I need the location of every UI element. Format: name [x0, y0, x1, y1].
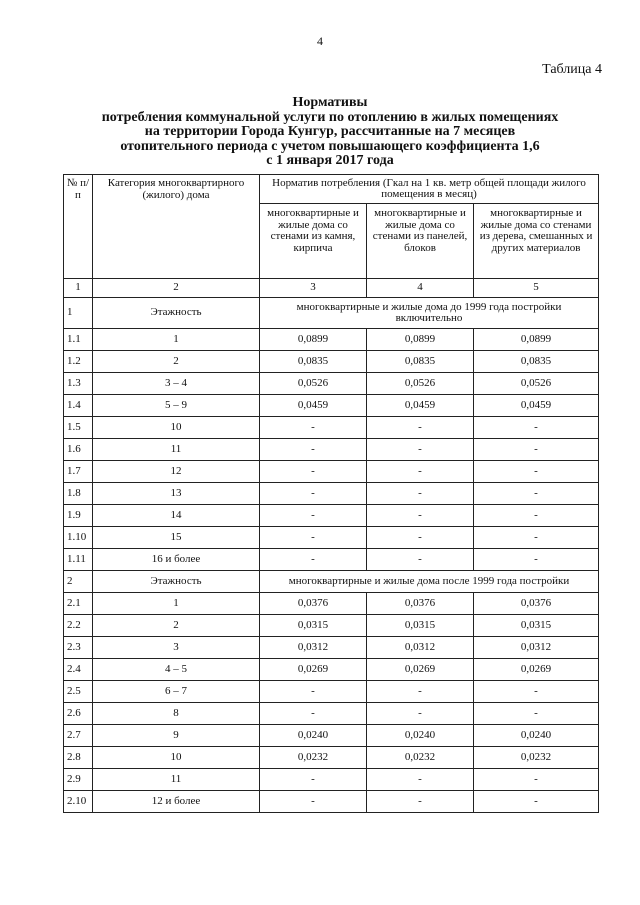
row-num: 1.8 [64, 483, 93, 505]
row-num: 2.5 [64, 681, 93, 703]
row-value-stone: - [260, 527, 367, 549]
row-floors: 11 [93, 439, 260, 461]
row-value-wood: - [474, 703, 599, 725]
header-sub-panel: многоквартирные и жилые дома со стенами из панелей, блоков [367, 204, 474, 279]
row-value-wood: 0,0459 [474, 395, 599, 417]
row-floors: 12 [93, 461, 260, 483]
row-floors: 10 [93, 417, 260, 439]
row-value-panel: - [367, 549, 474, 571]
row-floors: 15 [93, 527, 260, 549]
table-row [64, 417, 599, 439]
row-value-wood: - [474, 681, 599, 703]
row-value-stone: 0,0459 [260, 395, 367, 417]
table-row [64, 549, 599, 571]
row-value-wood: - [474, 505, 599, 527]
section-desc: многоквартирные и жилые дома после 1999 года постройки [260, 571, 599, 593]
row-floors: 8 [93, 703, 260, 725]
row-value-wood: - [474, 769, 599, 791]
row-value-stone: 0,0526 [260, 373, 367, 395]
row-num: 2.9 [64, 769, 93, 791]
row-value-panel: 0,0269 [367, 659, 474, 681]
row-num: 2.6 [64, 703, 93, 725]
row-value-panel: - [367, 791, 474, 813]
row-floors: 4 – 5 [93, 659, 260, 681]
row-value-wood: 0,0240 [474, 725, 599, 747]
row-value-wood: - [474, 439, 599, 461]
row-value-wood: 0,0899 [474, 329, 599, 351]
row-floors: 11 [93, 769, 260, 791]
section-desc: многоквартирные и жилые дома до 1999 года постройки включительно [260, 298, 599, 329]
norms-table [63, 174, 599, 813]
row-value-panel: 0,0526 [367, 373, 474, 395]
row-num: 1.7 [64, 461, 93, 483]
header-sub-wood: многоквартирные и жилые дома со стенами из дерева, смешанных и других материалов [474, 204, 599, 279]
row-value-wood: 0,0376 [474, 593, 599, 615]
row-num: 2.10 [64, 791, 93, 813]
section-1-header [64, 298, 599, 329]
row-value-panel: 0,0240 [367, 725, 474, 747]
table-row [64, 659, 599, 681]
row-value-stone: - [260, 417, 367, 439]
row-floors: 3 [93, 637, 260, 659]
row-num: 2.1 [64, 593, 93, 615]
column-number: 3 [260, 279, 367, 298]
row-floors: 14 [93, 505, 260, 527]
row-value-wood: - [474, 417, 599, 439]
table-row [64, 505, 599, 527]
row-floors: 12 и более [93, 791, 260, 813]
table-row [64, 747, 599, 769]
row-value-stone: 0,0269 [260, 659, 367, 681]
section-2-header [64, 571, 599, 593]
row-value-stone: - [260, 703, 367, 725]
table-row [64, 527, 599, 549]
row-value-wood: 0,0315 [474, 615, 599, 637]
row-value-wood: - [474, 483, 599, 505]
table-row [64, 351, 599, 373]
column-numbers-row [64, 279, 599, 298]
row-num: 2.3 [64, 637, 93, 659]
row-value-stone: - [260, 549, 367, 571]
row-value-stone: - [260, 483, 367, 505]
row-value-wood: - [474, 791, 599, 813]
row-value-stone: 0,0315 [260, 615, 367, 637]
row-value-stone: 0,0899 [260, 329, 367, 351]
header-sub-stone: многоквартирные и жилые дома со стенами из камня, кирпича [260, 204, 367, 279]
row-value-wood: 0,0835 [474, 351, 599, 373]
row-num: 1.3 [64, 373, 93, 395]
row-value-stone: - [260, 505, 367, 527]
row-num: 1.5 [64, 417, 93, 439]
table-row [64, 791, 599, 813]
table-row [64, 373, 599, 395]
row-value-wood: 0,0232 [474, 747, 599, 769]
table-row [64, 439, 599, 461]
row-value-stone: 0,0240 [260, 725, 367, 747]
row-value-stone: - [260, 769, 367, 791]
row-floors: 3 – 4 [93, 373, 260, 395]
row-value-stone: 0,0312 [260, 637, 367, 659]
table-row [64, 593, 599, 615]
row-value-stone: 0,0835 [260, 351, 367, 373]
row-value-wood: - [474, 549, 599, 571]
column-number: 4 [367, 279, 474, 298]
row-value-stone: 0,0376 [260, 593, 367, 615]
column-number: 1 [64, 279, 93, 298]
table-row [64, 637, 599, 659]
row-value-panel: - [367, 439, 474, 461]
row-floors: 16 и более [93, 549, 260, 571]
row-floors: 2 [93, 351, 260, 373]
title-line: на территории Города Кунгур, рассчитанные на 7 месяцев [144, 124, 516, 139]
row-value-panel: 0,0459 [367, 395, 474, 417]
table-row [64, 681, 599, 703]
table-row [64, 483, 599, 505]
table-row [64, 725, 599, 747]
row-value-stone: - [260, 461, 367, 483]
row-num: 1.9 [64, 505, 93, 527]
row-value-wood: - [474, 527, 599, 549]
document-title [60, 96, 600, 169]
row-value-panel: 0,0835 [367, 351, 474, 373]
table-row [64, 395, 599, 417]
table-row [64, 615, 599, 637]
row-floors: 13 [93, 483, 260, 505]
header-row [64, 175, 599, 204]
row-value-panel: 0,0315 [367, 615, 474, 637]
row-num: 1.2 [64, 351, 93, 373]
row-num: 1.4 [64, 395, 93, 417]
page-number: 4 [317, 34, 323, 48]
row-value-wood: - [474, 461, 599, 483]
row-num: 1.1 [64, 329, 93, 351]
row-value-stone: - [260, 439, 367, 461]
row-floors: 9 [93, 725, 260, 747]
header-norm: Норматив потребления (Гкал на 1 кв. метр общей площади жилого помещения в месяц) [260, 175, 599, 204]
row-value-stone: - [260, 791, 367, 813]
table-label: Таблица 4 [542, 62, 602, 77]
header-category: Категория многоквартирного (жилого) дома [93, 175, 260, 279]
section-num: 2 [64, 571, 93, 593]
row-value-panel: - [367, 703, 474, 725]
row-value-panel: - [367, 769, 474, 791]
row-floors: 1 [93, 593, 260, 615]
table-row [64, 461, 599, 483]
column-number: 5 [474, 279, 599, 298]
row-value-panel: 0,0312 [367, 637, 474, 659]
row-floors: 2 [93, 615, 260, 637]
row-value-panel: - [367, 461, 474, 483]
row-value-wood: 0,0312 [474, 637, 599, 659]
row-value-panel: - [367, 417, 474, 439]
row-value-wood: 0,0526 [474, 373, 599, 395]
title-line: с 1 января 2017 года [266, 153, 394, 168]
row-floors: 1 [93, 329, 260, 351]
row-value-panel: - [367, 681, 474, 703]
row-floors: 6 – 7 [93, 681, 260, 703]
title-line: Нормативы [292, 95, 368, 110]
section-label: Этажность [93, 571, 260, 593]
row-value-panel: 0,0376 [367, 593, 474, 615]
title-line: отопительного периода с учетом повышающего коэффициента 1,6 [120, 138, 540, 154]
row-num: 1.11 [64, 549, 93, 571]
row-value-panel: - [367, 483, 474, 505]
row-value-stone: 0,0232 [260, 747, 367, 769]
table-row [64, 329, 599, 351]
row-num: 1.10 [64, 527, 93, 549]
row-floors: 5 – 9 [93, 395, 260, 417]
row-num: 2.7 [64, 725, 93, 747]
row-num: 2.4 [64, 659, 93, 681]
row-num: 2.2 [64, 615, 93, 637]
row-num: 1.6 [64, 439, 93, 461]
table-row [64, 703, 599, 725]
row-num: 2.8 [64, 747, 93, 769]
table-row [64, 769, 599, 791]
section-num: 1 [64, 298, 93, 329]
header-num: № п/п [64, 175, 93, 279]
row-value-panel: 0,0899 [367, 329, 474, 351]
row-value-panel: - [367, 527, 474, 549]
row-value-wood: 0,0269 [474, 659, 599, 681]
column-number: 2 [93, 279, 260, 298]
title-line: потребления коммунальной услуги по отоплению в жилых помещениях [101, 109, 559, 125]
row-value-panel: - [367, 505, 474, 527]
row-floors: 10 [93, 747, 260, 769]
row-value-stone: - [260, 681, 367, 703]
row-value-panel: 0,0232 [367, 747, 474, 769]
section-label: Этажность [93, 298, 260, 329]
